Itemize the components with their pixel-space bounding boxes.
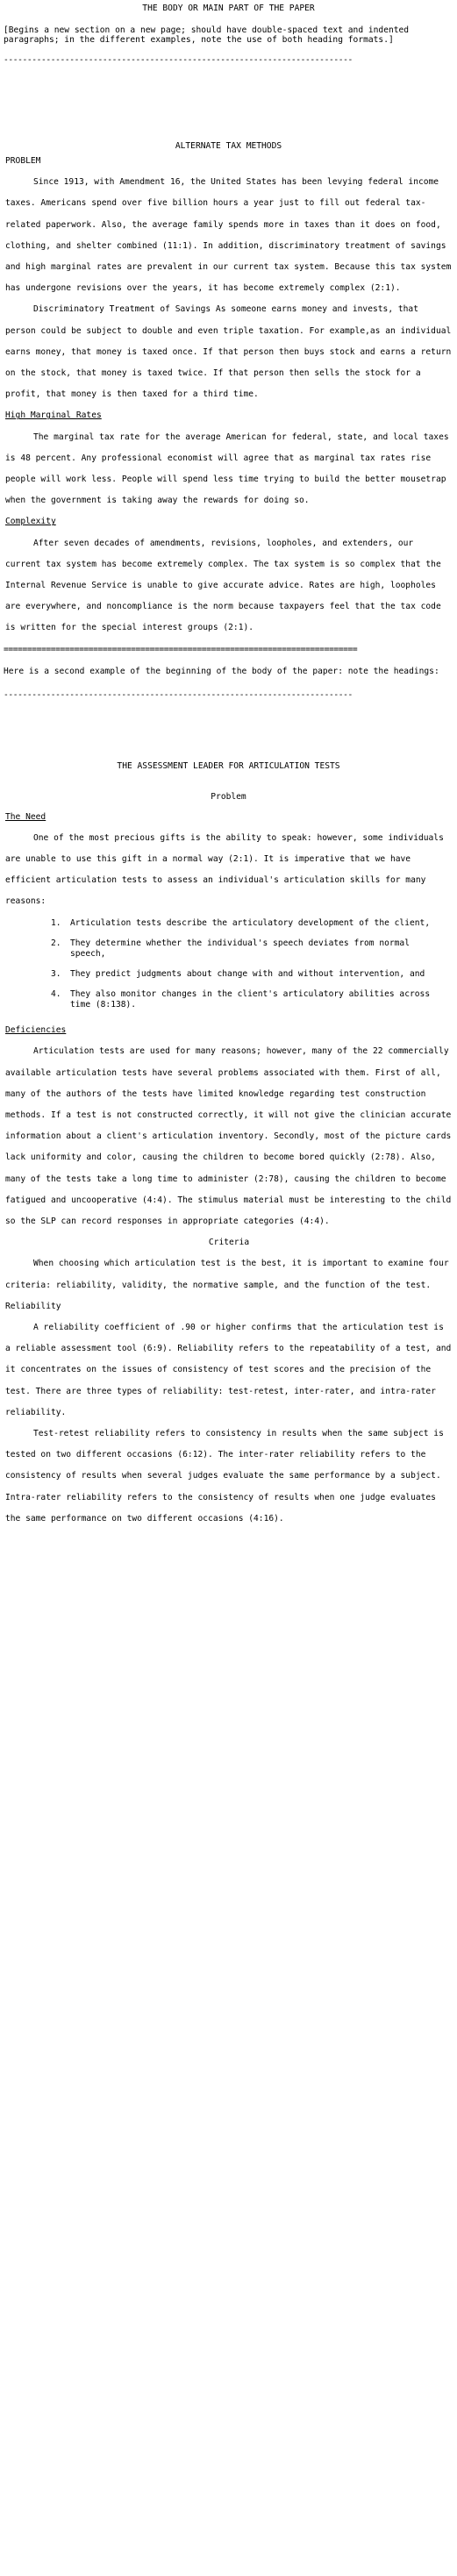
paragraph: When choosing which articulation test is the best, it is important to examine four criteria: reliability, validity, the normative sample, and the function of the test. xyxy=(5,1259,449,1290)
list-text: They predict judgments about change with and without intervention, and xyxy=(70,968,425,979)
dashed-divider: -------------------------------------------------------------------------- xyxy=(4,55,353,65)
paragraph: One of the most precious gifts is the ability to speak: however, some individuals are unable to use this gift in a normal way (2:1). It is imperative that we have efficient articulation tests to assess an individual's articulation skills for many reasons: xyxy=(5,832,444,907)
complexity-heading: Complexity xyxy=(5,517,56,527)
instruction-note: [Begins a new section on a new page; should have double-spaced text and indented paragraphs; in the different examples, note the use of both heading formats.] xyxy=(4,25,410,45)
list-item xyxy=(51,938,446,959)
dashed-divider: -------------------------------------------------------------------------- xyxy=(4,689,353,700)
paper-title-assessment: THE ASSESSMENT LEADER FOR ARTICULATION TESTS xyxy=(117,760,340,771)
section-heading-body: THE BODY OR MAIN PART OF THE PAPER xyxy=(142,4,315,13)
list-item xyxy=(51,969,446,979)
list-number: 3. xyxy=(51,968,61,979)
paragraph: A reliability coefficient of .90 or higher confirms that the articulation test is a reliable assessment tool (6:9). Reliability refers to the repeatability of a test, and it concentrates on the issues of consistency of test scores and the precision of the test. There are three types of reliability: test-retest, inter-rater, and intra-rater reliability. xyxy=(5,1322,452,1417)
assessment-body xyxy=(0,807,453,913)
list-number: 1. xyxy=(51,917,61,928)
reliability-heading: Reliability xyxy=(5,1301,61,1311)
list-text: Articulation tests describe the articulatory development of the client, xyxy=(70,917,431,928)
assessment-body-continued xyxy=(0,1020,453,1530)
paragraph: The marginal tax rate for the average American for federal, state, and local taxes is 48 percent. Any professional economist will agree that as marginal tax rates rise people will work less. People will spend less time trying to build the better mousetrap when the government is taking away the rewards for doing so. xyxy=(5,432,449,506)
paragraph: Test-retest reliability refers to consistency in results when the same subject is tested on two different occasions (6:12). The inter-rater reliability refers to the consistency of results when several judges evaluate the same performance by a subject. Intra-rater reliability refers to the consistency of results when one judge evaluates the same performance on two different occasions (4:16). xyxy=(5,1428,444,1523)
high-marginal-rates-heading: High Marginal Rates xyxy=(5,410,102,421)
list-number: 2. xyxy=(51,938,61,949)
problem-heading: PROBLEM xyxy=(5,156,41,166)
paragraph: Discriminatory Treatment of Savings As someone earns money and invests, that person could be subject to double and even triple taxation. For example,as an individual earns money, that money is taxed once. If that person then buys stock and earns a return on the stock, that money is taxed twice. If that person then sells the stock for a profit, that money is then taxed for a third time. xyxy=(5,304,452,400)
example-note: Here is a second example of the beginning of the body of the paper: note the headings: xyxy=(4,666,439,676)
paragraph: Since 1913, with Amendment 16, the United States has been levying federal income taxes. Americans spend over five billion hours a year just to fill out federal tax-related paperwork. Also, the average family spends more in taxes than it does on food, clothing, and shelter combined (11:1). In addition, discriminatory treatment of savings and high marginal rates are prevalent in our current tax system. Because this tax system has undergone revisions over the years, it has become extremely complex (2:1). xyxy=(5,177,452,294)
document-page xyxy=(0,4,457,1530)
double-divider: =========================================================================== xyxy=(4,644,358,654)
list-item xyxy=(51,989,446,1010)
list-text: They also monitor changes in the client's articulatory abilities across time (8:138). xyxy=(70,989,431,1010)
deficiencies-heading: Deficiencies xyxy=(5,1025,67,1036)
problem-heading: Problem xyxy=(211,791,246,802)
list-item xyxy=(51,918,446,928)
paragraph: Articulation tests are used for many reasons; however, many of the 22 commercially available articulation tests have several problems associated with them. First of all, many of the authors of the tests have limited knowledge regarding test construction methods. If a test is not constructed correctly, it will not give the clinician accurate information about a client's articulation inventory. Secondly, most of the picture cards lack uniformity and color, causing the children to become bored quickly (2:78). Also, many of the tests take a long time to administer (2:78), causing the children to become fatigued and uncooperative (4:4). The stimulus material must be interesting to the child so the SLP can record responses in appropriate categories (4:4). xyxy=(5,1046,452,1226)
list-text: They determine whether the individual's speech deviates from normal speech, xyxy=(70,938,410,959)
list-number: 4. xyxy=(51,989,61,1000)
criteria-heading: Criteria xyxy=(208,1238,250,1248)
paragraph: After seven decades of amendments, revisions, loopholes, and extenders, our current tax system has become extremely complex. The tax system is so complex that the Internal Revenue Service is unable to give accurate advice. Rates are high, loopholes are everywhere, and noncompliance is the norm because taxpayers feel that the tax code is written for the special interest groups (2:1). xyxy=(5,538,441,633)
the-need-heading: The Need xyxy=(5,811,46,822)
alternate-tax-body xyxy=(0,151,453,639)
reasons-list xyxy=(0,918,446,1010)
paper-title-alternate-tax: ALTERNATE TAX METHODS xyxy=(175,141,282,151)
